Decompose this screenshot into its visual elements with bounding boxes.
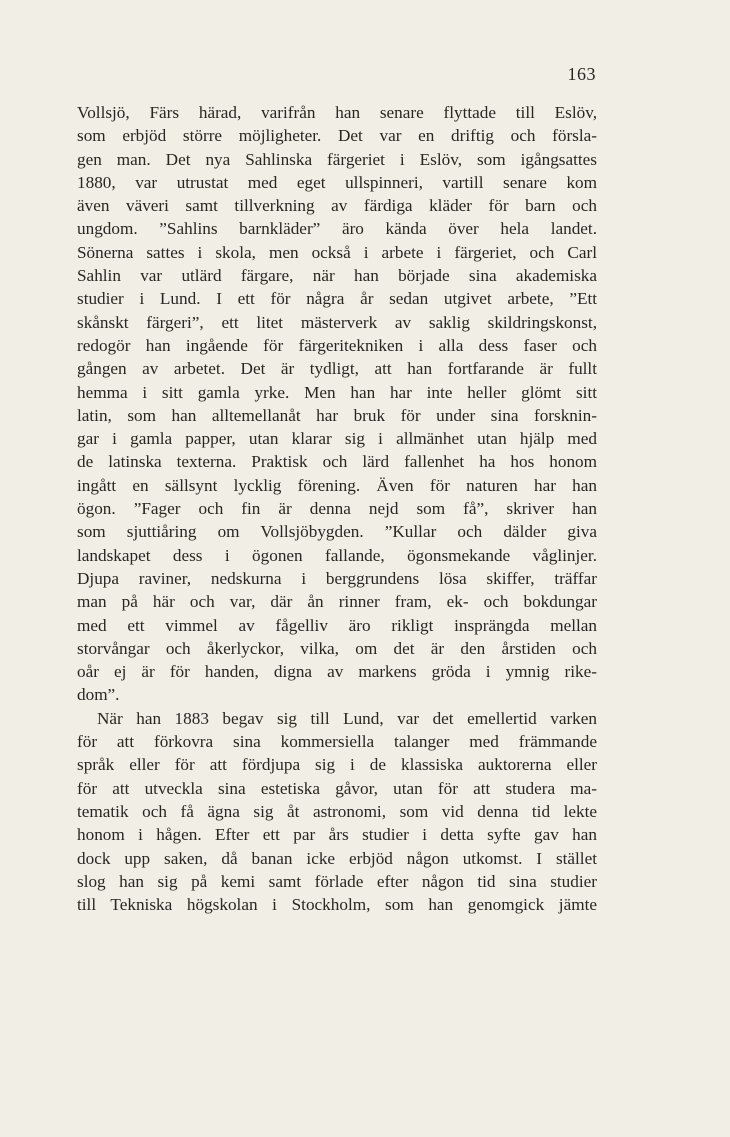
text-line: honom i hågen. Efter ett par års studier i detta syfte gav han (77, 825, 597, 845)
text-line: ungdom. ”Sahlins barnkläder” äro kända över hela landet. (77, 219, 597, 239)
text-line: Sönerna sattes i skola, men också i arbete i färgeriet, och Carl (77, 242, 597, 262)
page-number: 163 (567, 64, 596, 84)
text-line: de latinska texterna. Praktisk och lärd fallenhet ha hos honom (77, 452, 597, 472)
text-line: storvångar och åkerlyckor, vilka, om det är den årstiden och (77, 638, 597, 658)
text-line: hemma i sitt gamla yrke. Men han har inte heller glömt sitt (77, 382, 597, 402)
text-line: språk eller för att fördjupa sig i de klassiska auktorerna eller (77, 755, 597, 775)
text-line: för att förkovra sina kommersiella talanger med främmande (77, 732, 597, 752)
text-line: ögon. ”Fager och fin är denna nejd som få”, skriver han (77, 499, 597, 519)
text-line: Vollsjö, Färs härad, varifrån han senare flyttade till Eslöv, (77, 103, 597, 122)
text-line: gen man. Det nya Sahlinska färgeriet i Eslöv, som igångsattes (77, 149, 597, 169)
text-line: tematik och få ägna sig åt astronomi, som vid denna tid lekte (77, 801, 597, 821)
text-line: gar i gamla papper, utan klarar sig i allmänhet utan hjälp med (77, 429, 597, 449)
text-line: Sahlin var utlärd färgare, när han började sina akademiska (77, 266, 597, 286)
text-line: gången av arbetet. Det är tydligt, att han fortfarande är fullt (77, 359, 597, 379)
text-line: slog han sig på kemi samt förlade efter någon tid sina studier (77, 871, 597, 891)
text-line: dom”. (77, 685, 120, 705)
text-line: ingått en sällsynt lycklig förening. Även för naturen har han (77, 475, 597, 495)
text-line: som erbjöd större möjligheter. Det var en driftig och försla- (77, 126, 597, 146)
text-line: för att utveckla sina estetiska gåvor, utan för att studera ma- (77, 778, 597, 798)
text-line: redogör han ingående för färgeritekniken i alla dess faser och (77, 335, 597, 355)
text-line: latin, som han alltemellanåt har bruk för under sina forsknin- (77, 405, 597, 425)
text-line: man på här och var, där ån rinner fram, ek- och bokdungar (77, 592, 597, 612)
text-line: till Tekniska högskolan i Stockholm, som han genomgick jämte (77, 895, 597, 915)
text-line: studier i Lund. I ett för några år sedan utgivet arbete, ”Ett (77, 289, 597, 309)
text-line: Djupa raviner, nedskurna i berggrundens lösa skiffer, träffar (77, 568, 597, 588)
text-line: När han 1883 begav sig till Lund, var det emellertid varken (97, 708, 597, 728)
text-line: dock upp saken, då banan icke erbjöd någon utkomst. I stället (77, 848, 597, 868)
text-line: 1880, var utrustat med eget ullspinneri, vartill senare kom (77, 172, 597, 192)
text-line: skånskt färgeri”, ett litet mästerverk av saklig skildringskonst, (77, 312, 597, 332)
text-line: med ett vimmel av fågelliv äro rikligt insprängda mellan (77, 615, 597, 635)
text-line: landskapet dess i ögonen fallande, ögonsmekande våglinjer. (77, 545, 597, 565)
text-line: även väveri samt tillverkning av färdiga kläder för barn och (77, 196, 597, 216)
text-line: som sjuttiåring om Vollsjöbygden. ”Kullar och dälder giva (77, 522, 597, 542)
text-line: oår ej är för handen, digna av markens gröda i ymnig rike- (77, 662, 597, 682)
body-text (77, 101, 597, 916)
